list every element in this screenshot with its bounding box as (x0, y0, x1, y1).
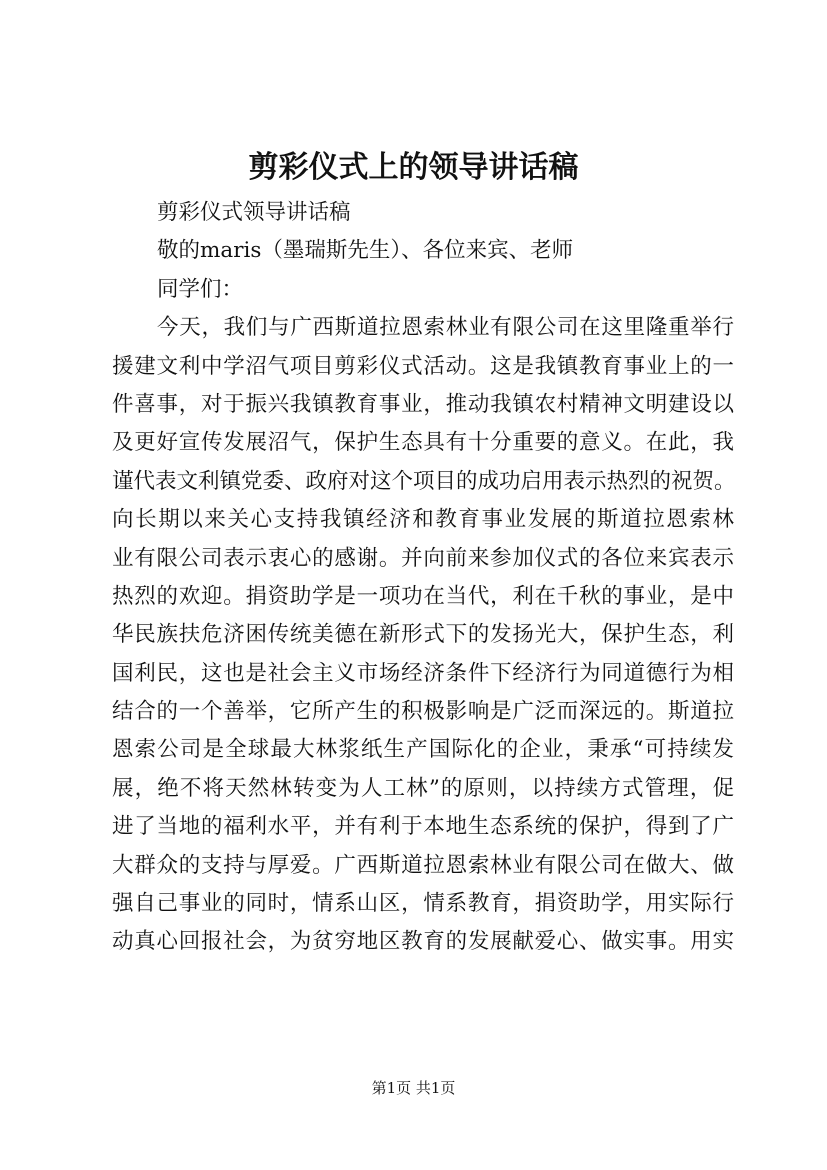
paragraph-line: 谨代表文利镇党委、政府对这个项目的成功启用表示热烈的祝贺。 (112, 468, 736, 494)
paragraph-line: 件喜事，对于振兴我镇教育事业，推动我镇农村精神文明建设以 (112, 391, 734, 417)
paragraph-line: 结合的一个善举，它所产生的积极影响是广泛而深远的。斯道拉 (112, 699, 734, 725)
paragraph-line: 展，绝不将天然林转变为人工林”的原则，以持续方式管理，促 (112, 775, 734, 801)
document-title: 剪彩仪式上的领导讲话稿 (248, 150, 579, 185)
paragraph-line: 强自己事业的同时，情系山区，情系教育，捐资助学，用实际行 (112, 891, 734, 917)
paragraph-line: 进了当地的福利水平，并有利于本地生态系统的保护，得到了广 (112, 814, 734, 840)
subtitle-line: 剪彩仪式领导讲话稿 (157, 200, 351, 225)
paragraph-line: 业有限公司表示衷心的感谢。并向前来参加仪式的各位来宾表示 (112, 545, 734, 571)
paragraph-line: 向长期以来关心支持我镇经济和教育事业发展的斯道拉恩索林 (112, 507, 734, 533)
paragraph-line: 华民族扶危济困传统美德在新形式下的发扬光大，保护生态，利 (112, 622, 734, 648)
paragraph-line: 热烈的欢迎。捐资助学是一项功在当代，利在千秋的事业，是中 (112, 583, 734, 609)
paragraph-line: 今天，我们与广西斯道拉恩索林业有限公司在这里隆重举行 (157, 315, 734, 341)
paragraph-line: 国利民，这也是社会主义市场经济条件下经济行为同道德行为相 (112, 660, 734, 686)
paragraph-line: 援建文利中学沼气项目剪彩仪式活动。这是我镇教育事业上的一 (112, 353, 734, 379)
salutation-line-2: 同学们： (157, 276, 244, 302)
paragraph-line: 动真心回报社会，为贫穷地区教育的发展献爱心、做实事。用实 (112, 929, 734, 955)
paragraph-line: 恩索公司是全球最大林浆纸生产国际化的企业，秉承“可持续发 (112, 737, 734, 763)
page-footer: 第1页 共1页 (371, 1079, 456, 1097)
document-body (112, 194, 734, 962)
salutation-line: 敬的maris（墨瑞斯先生）、各位来宾、老师 (157, 238, 574, 264)
paragraph-line: 及更好宣传发展沼气，保护生态具有十分重要的意义。在此，我 (112, 430, 734, 456)
paragraph-line: 大群众的支持与厚爱。广西斯道拉恩索林业有限公司在做大、做 (112, 852, 734, 878)
